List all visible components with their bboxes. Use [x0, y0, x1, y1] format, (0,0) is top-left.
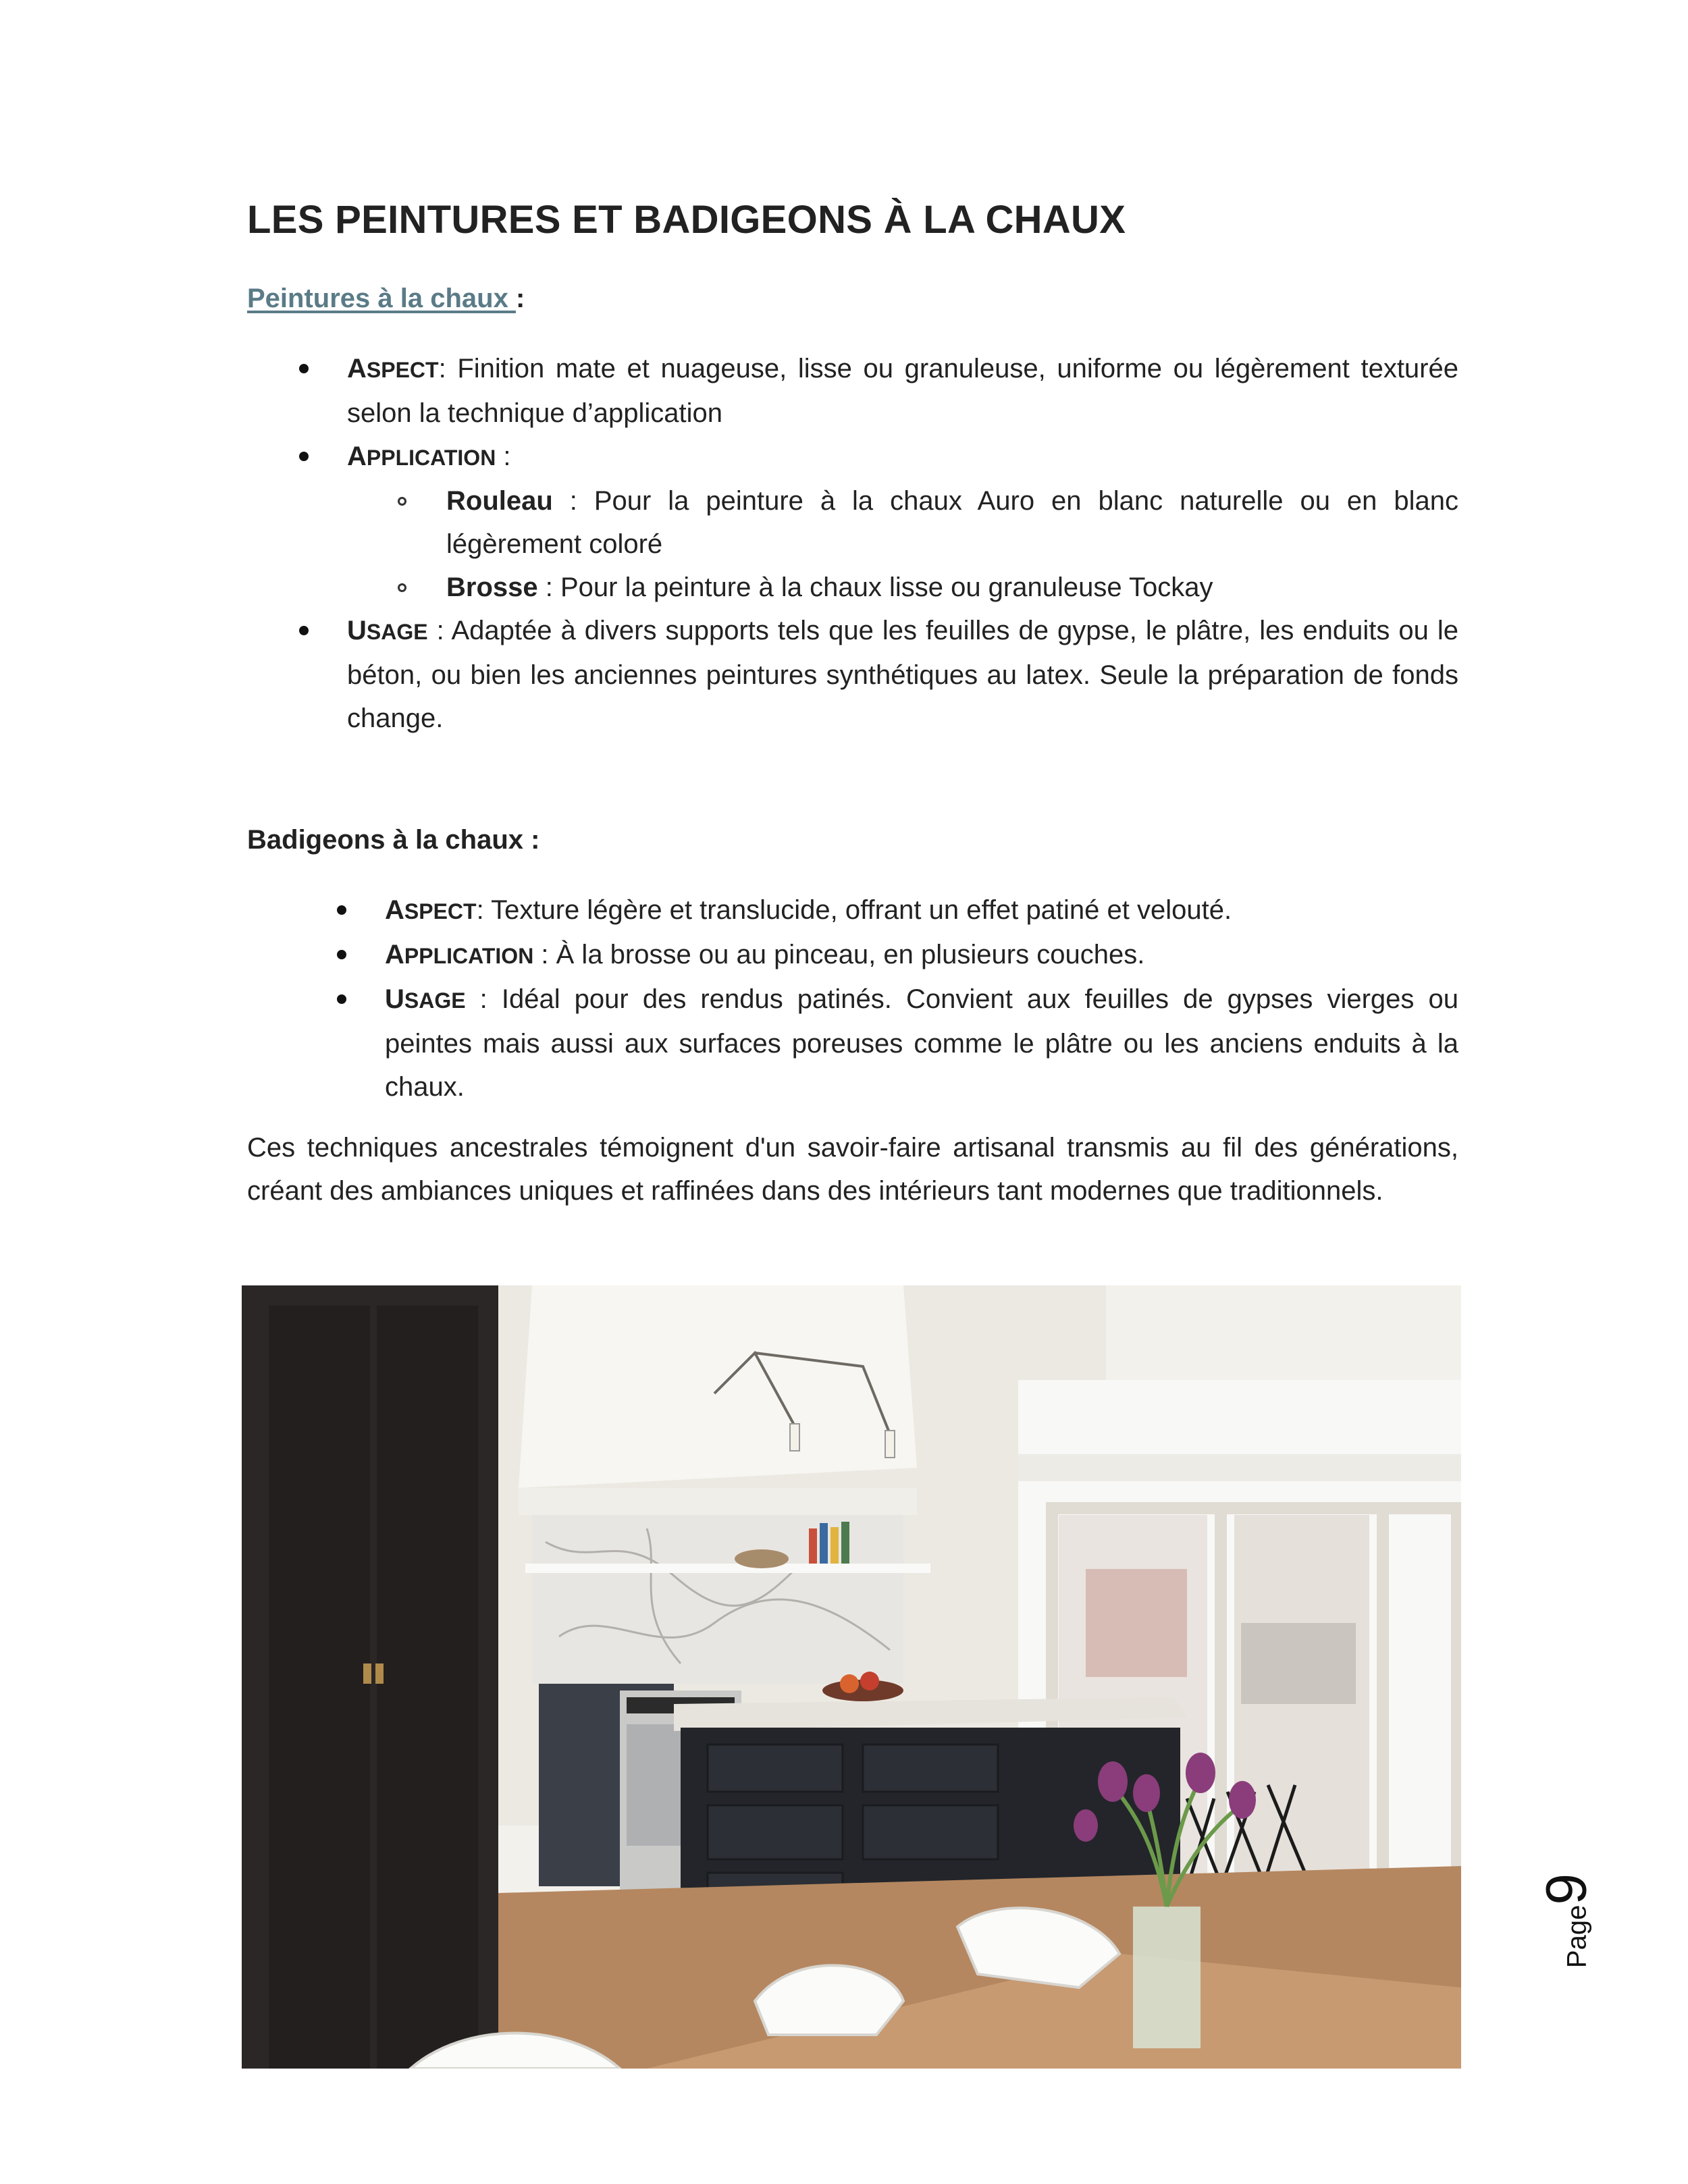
badigeons-list [385, 888, 1458, 1109]
sublist-item-brosse: Brosse : Pour la peinture à la chaux lisse ou granuleuse Tockay [446, 566, 1458, 609]
kitchen-photo [242, 1285, 1461, 2069]
peintures-heading-link[interactable]: Peintures à la chaux [247, 284, 516, 313]
bullet-icon [299, 452, 309, 461]
application-sublist [446, 479, 1458, 609]
term-usage: USAGE [385, 984, 466, 1014]
term-aspect: ASPECT [347, 354, 439, 383]
page-number-value: 9 [1534, 1873, 1598, 1905]
page-number [1534, 1870, 1598, 1971]
list-item-usage: USAGE : Adaptée à divers supports tels que les feuilles de gypse, le plâtre, les enduits ou le béton, ou bien les anciennes peintures synthétiques au latex. Seule la préparation de fonds change. [347, 609, 1458, 740]
term-application: APPLICATION [347, 442, 496, 471]
term-usage: USAGE [347, 616, 428, 645]
conclusion-paragraph: Ces techniques ancestrales témoignent d'un savoir-faire artisanal transmis au fil des générations, créant des ambiances uniques et raffinées dans des intérieurs tant modernes que traditionnels. [247, 1133, 1458, 1206]
sublist-item-rouleau: Rouleau : Pour la peinture à la chaux Auro en blanc naturelle ou en blanc légèrement coloré [446, 479, 1458, 566]
section-heading-badigeons: Badigeons à la chaux : [247, 825, 540, 855]
page-title: LES PEINTURES ET BADIGEONS À LA CHAUX [247, 198, 1126, 242]
circle-bullet-icon [398, 583, 406, 592]
term-aspect: ASPECT [385, 895, 477, 925]
page-label: Page [1562, 1905, 1592, 1969]
list-item-usage: USAGE : Idéal pour des rendus patinés. Convient aux feuilles de gypses vierges ou peintes mais aussi aux surfaces poreuses comme le plâtre ou les anciens enduits à la chaux. [385, 978, 1458, 1109]
bullet-icon [337, 905, 346, 915]
circle-bullet-icon [398, 497, 406, 506]
list-item-aspect: ASPECT: Finition mate et nuageuse, lisse ou granuleuse, uniforme ou légèrement texturée selon la technique d’application [347, 347, 1458, 435]
heading-colon: : [515, 284, 525, 313]
list-item-aspect: ASPECT: Texture légère et translucide, offrant un effet patiné et velouté. [385, 888, 1458, 933]
bullet-icon [337, 994, 346, 1004]
bullet-icon [337, 950, 346, 959]
term-application: APPLICATION [385, 940, 534, 969]
kitchen-illustration [242, 1285, 1461, 2069]
section-heading-peintures [247, 284, 525, 314]
list-item-application: APPLICATION : Rouleau : Pour la peinture à la chaux Auro en blanc naturelle ou en blanc légèrement coloré Brosse : Pour la peinture à la chaux lisse ou granuleuse Tockay [347, 435, 1458, 609]
bullet-icon [299, 364, 309, 373]
list-item-application: APPLICATION : À la brosse ou au pinceau, en plusieurs couches. [385, 933, 1458, 978]
peintures-list [347, 347, 1458, 740]
bullet-icon [299, 626, 309, 635]
